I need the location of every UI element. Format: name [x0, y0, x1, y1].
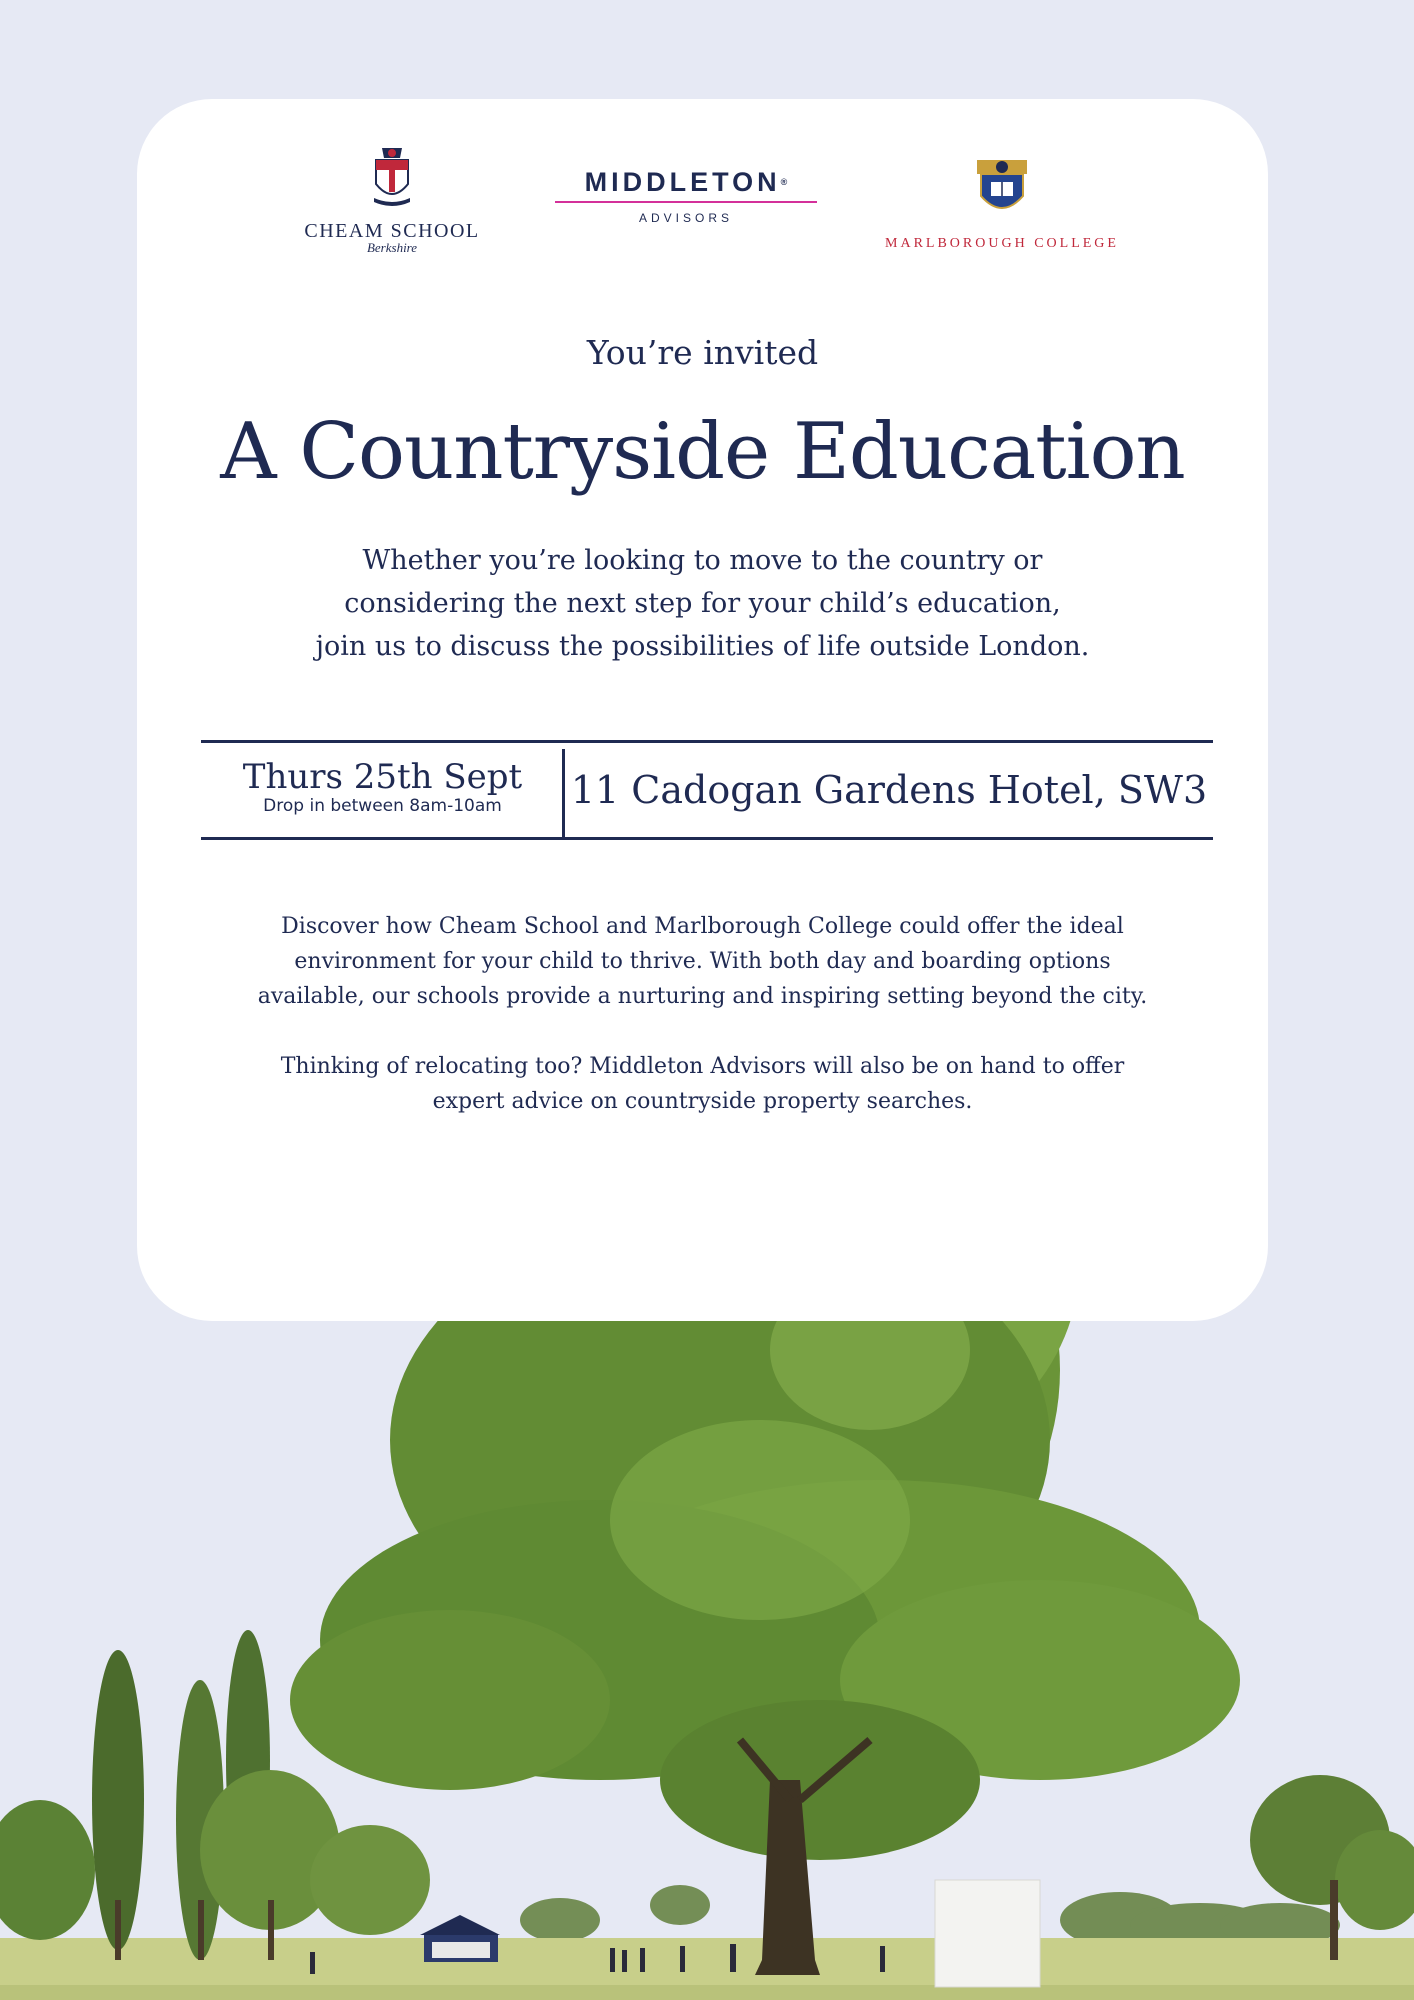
middleton-accent-rule — [555, 201, 817, 203]
invitation-card — [137, 99, 1268, 1321]
middleton-name-text: MIDDLETON — [584, 167, 781, 197]
intro-line: join us to discuss the possibilities of life outside London. — [315, 631, 1090, 662]
body-line: environment for your child to thrive. With both day and boarding options — [294, 949, 1111, 974]
invitation-kicker: You’re invited — [586, 333, 819, 372]
body-line: Thinking of relocating too? Middleton Advisors will also be on hand to offer — [280, 1054, 1125, 1079]
marlborough-crest-icon — [971, 154, 1033, 220]
middleton-advisors-logo — [555, 167, 817, 225]
middleton-sub: ADVISORS — [638, 211, 733, 225]
cheam-crest-icon — [370, 144, 414, 210]
intro-line: Whether you’re looking to move to the country or — [362, 545, 1043, 576]
body-line: expert advice on countryside property searches. — [432, 1089, 973, 1114]
cheam-school-name: CHEAM SCHOOL — [304, 220, 480, 242]
event-date-block — [201, 743, 564, 837]
marlborough-college-logo — [867, 154, 1137, 252]
marlborough-name: MARLBOROUGH COLLEGE — [885, 236, 1119, 251]
registered-mark: ® — [780, 177, 788, 187]
body-paragraph-schools — [137, 909, 1268, 1014]
body-line: available, our schools provide a nurturing and inspiring setting beyond the city. — [257, 984, 1148, 1009]
cricket-sightscreen — [935, 1880, 1040, 1987]
intro-line: considering the next step for your child’s education, — [344, 588, 1061, 619]
event-date: Thurs 25th Sept — [242, 757, 523, 797]
cheam-school-location: Berkshire — [366, 240, 418, 255]
event-title: A Countryside Education — [220, 407, 1185, 497]
pavilion — [420, 1915, 500, 1962]
event-details-bar — [201, 740, 1213, 840]
middleton-name — [555, 167, 817, 197]
event-time: Drop in between 8am-10am — [263, 796, 502, 816]
body-line: Discover how Cheam School and Marlborough College could offer the ideal — [281, 914, 1124, 939]
body-paragraph-relocation — [137, 1049, 1268, 1119]
intro-text — [137, 539, 1268, 668]
cheam-school-logo — [287, 144, 497, 253]
event-venue: 11 Cadogan Gardens Hotel, SW3 — [570, 768, 1208, 812]
